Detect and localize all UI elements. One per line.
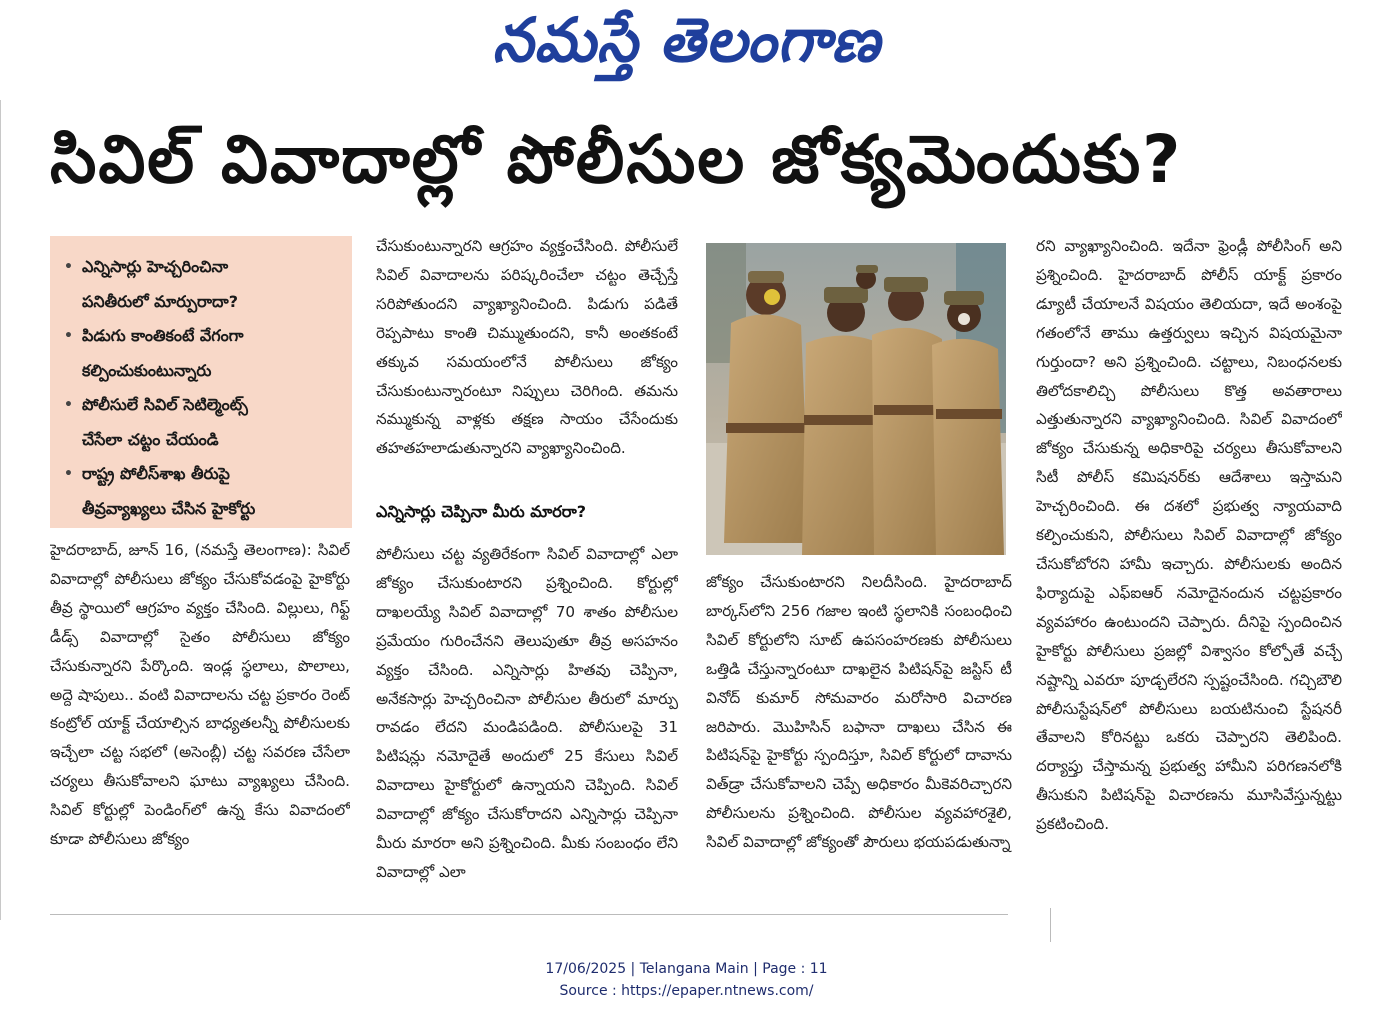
right-divider <box>1050 908 1051 942</box>
highlight-item <box>62 250 342 319</box>
newspaper-logo: నమస్తే తెలంగాణ <box>492 4 881 76</box>
bullet-icon: • <box>64 328 73 344</box>
page-footer <box>0 958 1373 1002</box>
bottom-divider <box>50 914 1008 915</box>
bullet-icon: • <box>64 466 73 482</box>
photo-illustration <box>706 243 1006 555</box>
highlight-text: పోలీసులే సివిల్ సెటిల్మెంట్స్ చేసేలా చట్టం చేయండి <box>82 395 248 449</box>
article-subheading: ఎన్నిసార్లు చెప్పినా మీరు మారరా? <box>376 502 587 521</box>
bullet-icon: • <box>64 259 73 275</box>
highlight-item <box>62 457 342 526</box>
page-border <box>0 100 5 920</box>
article-column-2-continued: పోలీసులు చట్ట వ్యతిరేకంగా సివిల్ వివాదాల్లో ఎలా జోక్యం చేసుకుంటారని ప్రశ్నించింది. కోర్టుల్లో దాఖలయ్యే సివిల్ వివాదాల్లో 70 శాతం పోలీసుల ప్రమేయం గురించేనని తెలుపుతూ తీవ్ర అసహనం వ్యక్తం చేసింది. ఎన్నిసార్లు హితవు చెప్పినా, అనేకసార్లు హెచ్చరించినా పోలీసుల తీరులో మార్పు రావడం లేదని మండిపడింది. పోలీసులపై 31 పిటిషన్లు నమోదైతే అందులో 25 కేసులు సివిల్ వివాదాలు హైకోర్టులో ఉన్నాయని చెప్పింది. సివిల్ వివాదాల్లో జోక్యం చేసుకోరాదని ఎన్నిసార్లు చెప్పినా మీరు మారరా అని ప్రశ్నించింది. మీకు సంబంధం లేని వివాదాల్లో ఎలా <box>376 545 678 881</box>
highlight-text: రాష్ట్ర పోలీస్‌శాఖ తీరుపై తీవ్రవ్యాఖ్యలు చేసిన హైకోర్టు <box>82 464 256 518</box>
highlight-text: పిడుగు కాంతికంటే వేగంగా కల్పించుకుంటున్నారు <box>82 326 244 380</box>
article-headline: సివిల్ వివాదాల్లో పోలీసుల జోక్యమెందుకు? <box>50 121 1183 198</box>
article-column-1: హైదరాబాద్, జూన్ 16, (నమస్తే తెలంగాణ): సివిల్ వివాదాల్లో పోలీసులు జోక్యం చేసుకోవడంపై హైకోర్టు తీవ్ర స్థాయిలో ఆగ్రహం వ్యక్తం చేసింది. విల్లులు, గిఫ్ట్ డీడ్స్ వివాదాల్లో సైతం పోలీసులు జోక్యం చేసుకున్నారని పేర్కొంది. ఇండ్ల స్థలాలు, పొలాలు, అద్దె షాపులు.. వంటి వివాదాలను చట్ట ప్రకారం రెంట్ కంట్రోల్ యాక్ట్ చేయాల్సిన బాధ్యతలన్నీ పోలీసులకు ఇచ్చేలా చట్ట సభలో (అసెంబ్లీ) చట్ట సవరణ చేసేలా చర్యలు తీసుకోవాలని ఘాటు వ్యాఖ్యలు చేసింది. సివిల్ కోర్టుల్లో పెండింగ్‌లో ఉన్న కేసు వివాదంలో కూడా పోలీసులు జోక్యం <box>50 541 350 849</box>
bullet-icon: • <box>64 397 73 413</box>
police-officers-photo <box>706 243 1006 555</box>
article-column-2: చేసుకుంటున్నారని ఆగ్రహం వ్యక్తంచేసింది. పోలీసులే సివిల్ వివాదాలను పరిష్కరించేలా చట్టం తెచ్చేస్తే సరిపోతుందని వ్యాఖ్యానించింది. పిడుగు పడితే రెప్పపాటు కాంతి చిమ్ముతుందని, కానీ అంతకంటే తక్కువ సమయంలోనే పోలీసులు జోక్యం చేసుకుంటున్నారంటూ నిప్పులు చెరిగింది. తమను నమ్ముకున్న వాళ్లకు తక్షణ సాయం చేసేందుకు తహతహలాడుతున్నారని వ్యాఖ్యానించింది. <box>376 237 678 458</box>
highlight-item <box>62 388 342 457</box>
highlight-item <box>62 319 342 388</box>
highlights-box <box>50 236 352 528</box>
footer-source-link[interactable]: Source : https://epaper.ntnews.com/ <box>559 983 814 999</box>
article-column-3: జోక్యం చేసుకుంటారని నిలదీసింది. హైదరాబాద్ బార్కస్‌లోని 256 గజాల ఇంటి స్థలానికి సంబంధించి సివిల్ కోర్టులోని సూట్ ఉపసంహరణకు పోలీసులు ఒత్తిడి చేస్తున్నారంటూ దాఖలైన పిటిషన్‌పై జస్టిస్ టీ వినోద్ కుమార్ సోమవారం మరోసారి విచారణ జరిపారు. మొహిసిన్ బఫానా దాఖలు చేసిన ఈ పిటిషన్‌పై హైకోర్టు స్పందిస్తూ, సివిల్ కోర్టులో దావాను విత్‌డ్రా చేసుకోవాలని చెప్పే అధికారం మీకెవరిచ్చారని పోలీసులను ప్రశ్నించింది. పోలీసుల వ్యవహారశైలి, సివిల్ వివాదాల్లో జోక్యంతో పౌరులు భయపడుతున్నా <box>706 573 1012 852</box>
masthead <box>0 2 1373 78</box>
footer-edition-info: 17/06/2025 | Telangana Main | Page : 11 <box>545 961 828 977</box>
highlight-text: ఎన్నిసార్లు హెచ్చరించినా పనితీరులో మార్పురాదా? <box>82 257 238 311</box>
article-column-4: రని వ్యాఖ్యానించింది. ఇదేనా ఫ్రెండ్లీ పోలీసింగ్ అని ప్రశ్నించింది. హైదరాబాద్ పోలీస్ యాక్ట్ ప్రకారం డ్యూటీ చేయాలనే విషయం తెలియదా, ఇదే అంశంపై గతంలోనే తాము ఉత్తర్వులు ఇచ్చిన విషయమైనా గుర్తుందా? అని ప్రశ్నించింది. చట్టాలు, నిబంధనలకు తిలోదకాలిచ్చి పోలీసులు కొత్త అవతారాలు ఎత్తుతున్నారని వ్యాఖ్యానించింది. సివిల్ వివాదంలో జోక్యం చేసుకున్న అధికారిపై చర్యలు తీసుకోవాలని సిటీ పోలీస్ కమిషనర్‌కు ఆదేశాలు ఇస్తామని హెచ్చరించింది. ఈ దశలో ప్రభుత్వ న్యాయవాది కల్పించుకుని, పోలీసులు సివిల్ వివాదాల్లో జోక్యం చేసుకోబోరని హామీ ఇచ్చారు. పోలీసులకు అందిన ఫిర్యాదుపై ఎఫ్ఐఆర్ నమోదైనందున చట్టప్రకారం వ్యవహారం ఉంటుందని చెప్పారు. దీనిపై స్పందించిన హైకోర్టు పోలీసులు ప్రజల్లో విశ్వాసం కోల్పోతే వచ్చే నష్టాన్ని ఎవరూ పూడ్చలేరని స్పష్టంచేసింది. గచ్చిబౌలి పోలీసుస్టేషన్‌లో పోలీసులు బయటినుంచి స్టేషనరీ తేవాలని కోరినట్టు ఒకరు చెప్పారని తెలిపింది. దర్యాప్తు చేస్తామన్న ప్రభుత్వ హామీని పరిగణనలోకి తీసుకుని పిటిషన్‌పై విచారణను మూసివేస్తున్నట్టు ప్రకటించింది. <box>1036 237 1342 834</box>
